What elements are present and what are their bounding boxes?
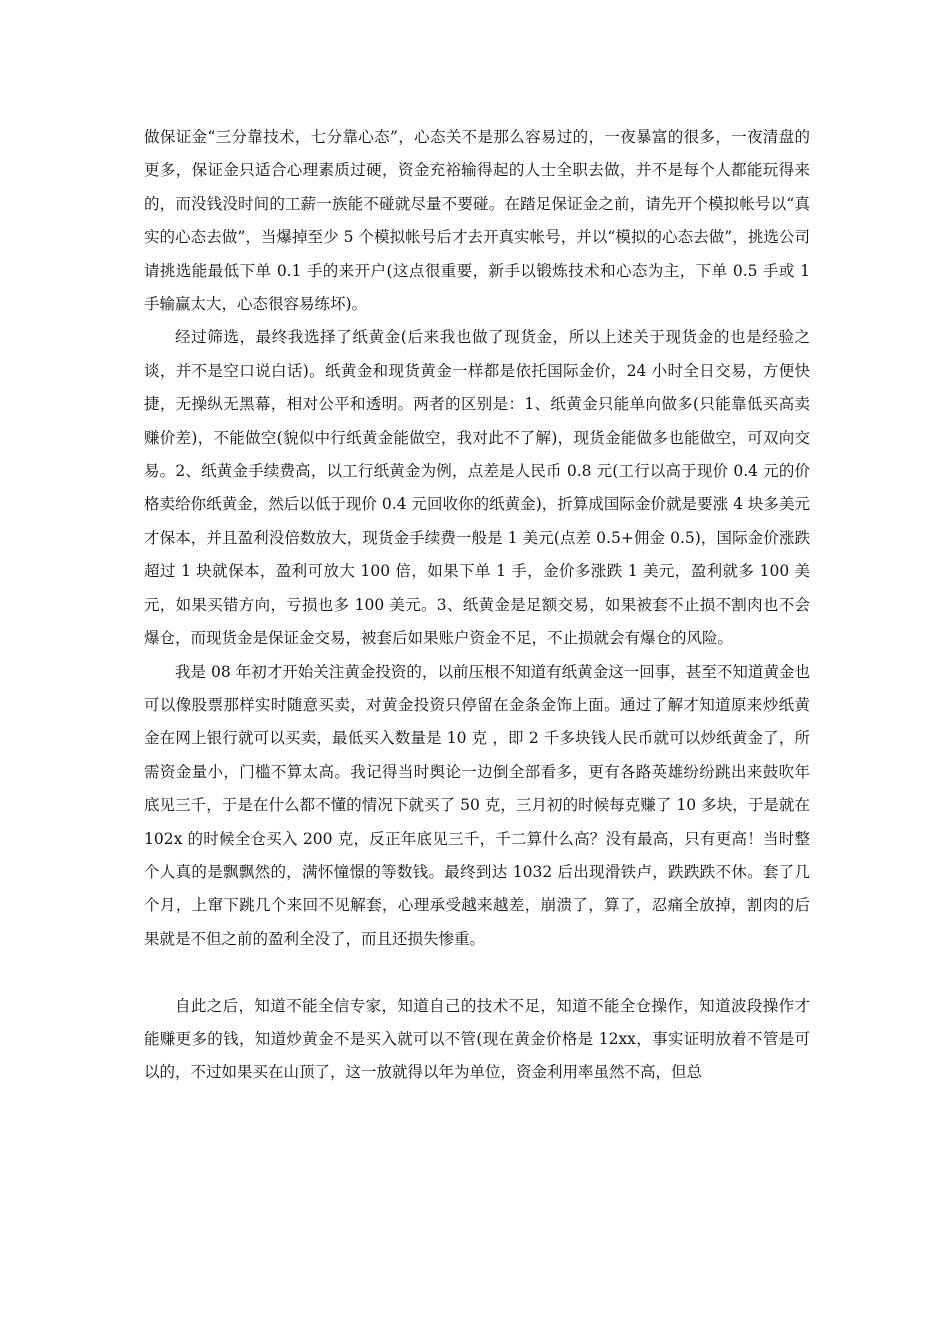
paragraph-gap xyxy=(144,956,810,989)
paragraph-margin-trading-advice: 做保证金“三分靠技术，七分靠心态”，心态关不是那么容易过的，一夜暴富的很多，一夜清盘的更多，保证金只适合心理素质过硬，资金充裕输得起的人士全职去做，并不是每个人都能玩得来的，而没钱没时间的工薪一族能不碰就尽量不要碰。在踏足保证金之前，请先开个模拟帐号以“真实的心态去做”，当爆掉至少 5 个模拟帐号后才去开真实帐号，并以“模拟的心态去做”，挑选公司请挑选能最低下单 0.1 手的来开户(这点很重要，新手以锻炼技术和心态为主，下单 0.5 手或 1 手输赢太大，心态很容易练坏)。 xyxy=(144,128,810,314)
paragraph-personal-experience: 我是 08 年初才开始关注黄金投资的，以前压根不知道有纸黄金这一回事，甚至不知道黄金也可以像股票那样实时随意买卖，对黄金投资只停留在金条金饰上面。通过了解才知道原来炒纸黄金在网上银行就可以买卖，最低买入数量是 10 克 ，即 2 千多块钱人民币就可以炒纸黄金了，所需资金量小，门槛不算太高。我记得当时舆论一边倒全部看多，更有各路英雄纷纷跳出来鼓吹年底见三千，于是在什么都不懂的情况下就买了 50 克，三月初的时候每克赚了 10 多块，于是就在 102x 的时候全仓买入 200 克，反正年底见三千，千二算什么高？没有最高，只有更高！当时整个人真的是飘飘然的，满怀憧憬的等数钱。最终到达 1032 后出现滑铁卢，跌跌跌不休。套了几个月，上窜下跳几个来回不见解套，心理承受越来越差，崩溃了，算了，忍痛全放掉，割肉的后果就是不但之前的盈利全没了，而且还损失惨重。 xyxy=(144,662,810,948)
paragraph-paper-gold-comparison: 经过筛选，最终我选择了纸黄金(后来我也做了现货金，所以上述关于现货金的也是经验之谈，并不是空口说白话)。纸黄金和现货黄金一样都是依托国际金价，24 小时全日交易，方便快捷，无操纵无黑幕，相对公平和透明。两者的区别是：1、纸黄金只能单向做多(只能靠低买高卖赚价差)，不能做空(貌似中行纸黄金能做空，我对此不了解)，现货金能做多也能做空，可双向交易。2、纸黄金手续费高，以工行纸黄金为例，点差是人民币 0.8 元(工行以高于现价 0.4 元的价格卖给你纸黄金，然后以低于现价 0.4 元回收你的纸黄金)，折算成国际金价就是要涨 4 块多美元才保本，并且盈利没倍数放大，现货金手续费一般是 1 美元(点差 0.5+佣金 0.5)，国际金价涨跌超过 1 块就保本，盈利可放大 100 倍，如果下单 1 手，金价多涨跌 1 美元，盈利就多 100 美元，如果买错方向，亏损也多 100 美元。3、纸黄金是足额交易，如果被套不止损不割肉也不会爆仓，而现货金是保证金交易，被套后如果账户资金不足，不止损就会有爆仓的风险。 xyxy=(144,328,810,648)
document-body xyxy=(144,121,810,1090)
paragraph-lessons-learned: 自此之后，知道不能全信专家，知道自己的技术不足，知道不能全仓操作，知道波段操作才能赚更多的钱，知道炒黄金不是买入就可以不管(现在黄金价格是 12xx，事实证明放着不管是可以的，不过如果买在山顶了，这一放就得以年为单位，资金利用率虽然不高，但总 xyxy=(144,996,810,1082)
